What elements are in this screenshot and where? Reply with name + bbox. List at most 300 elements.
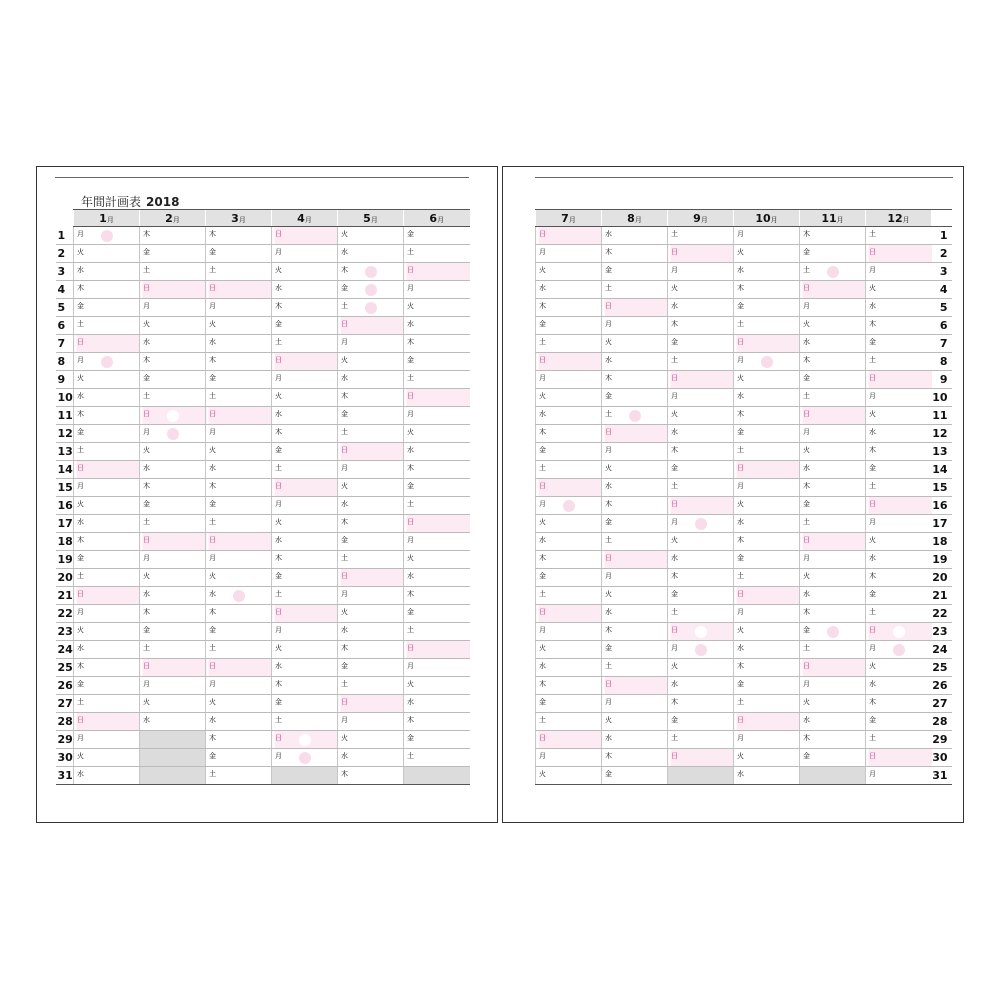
day-row [536, 731, 952, 749]
nonexistent-day-cell [272, 767, 338, 785]
day-cell [140, 353, 206, 371]
title-year: 2018 [146, 195, 180, 209]
weekday-label: 火 [341, 356, 348, 364]
day-cell [272, 695, 338, 713]
day-number: 17 [56, 515, 74, 533]
weekday-label: 木 [275, 680, 282, 688]
weekday-label: 火 [803, 698, 810, 706]
day-cell [272, 407, 338, 425]
day-number: 7 [56, 335, 74, 353]
weekday-label: 木 [341, 770, 348, 778]
day-cell [338, 515, 404, 533]
weekday-label: 月 [209, 428, 216, 436]
weekday-label: 月 [341, 716, 348, 724]
weekday-label: 火 [275, 518, 282, 526]
day-cell [800, 695, 866, 713]
day-cell [338, 533, 404, 551]
day-cell [668, 227, 734, 245]
day-number: 17 [932, 515, 952, 533]
weekday-label: 火 [539, 392, 546, 400]
weekday-label: 木 [77, 662, 84, 670]
day-cell [734, 641, 800, 659]
day-cell [602, 245, 668, 263]
day-cell [800, 443, 866, 461]
day-cell [74, 227, 140, 245]
day-cell [74, 641, 140, 659]
month-number: 9 [693, 211, 701, 225]
day-cell [536, 443, 602, 461]
weekday-label: 火 [671, 284, 678, 292]
nonexistent-day-cell [140, 731, 206, 749]
weekday-label: 土 [869, 482, 876, 490]
day-cell [734, 731, 800, 749]
weekday-label: 月 [407, 284, 414, 292]
day-cell [866, 407, 932, 425]
weekday-label: 日 [539, 230, 546, 238]
day-number: 6 [932, 317, 952, 335]
day-cell [272, 263, 338, 281]
weekday-label: 土 [275, 338, 282, 346]
weekday-label: 金 [341, 410, 348, 418]
month-unit: 月 [836, 215, 844, 224]
weekday-label: 土 [803, 644, 810, 652]
weekday-label: 土 [341, 302, 348, 310]
weekday-label: 火 [77, 752, 84, 760]
weekday-label: 水 [803, 338, 810, 346]
holiday-marker-icon [827, 266, 839, 278]
day-row [56, 371, 470, 389]
day-cell [206, 659, 272, 677]
day-row [536, 425, 952, 443]
weekday-label: 金 [803, 248, 810, 256]
day-cell [404, 317, 470, 335]
weekday-label: 土 [737, 698, 744, 706]
day-cell [206, 587, 272, 605]
weekday-label: 土 [341, 428, 348, 436]
weekday-label: 金 [209, 500, 216, 508]
day-cell [536, 659, 602, 677]
weekday-label: 土 [77, 320, 84, 328]
weekday-label: 土 [143, 392, 150, 400]
top-rule [55, 177, 469, 178]
weekday-label: 火 [737, 500, 744, 508]
day-cell [536, 749, 602, 767]
day-cell [866, 659, 932, 677]
day-row [56, 551, 470, 569]
day-cell [140, 605, 206, 623]
day-cell [338, 641, 404, 659]
weekday-label: 月 [869, 644, 876, 652]
weekday-label: 火 [869, 662, 876, 670]
weekday-label: 土 [605, 410, 612, 418]
day-cell [800, 659, 866, 677]
day-cell [734, 479, 800, 497]
day-number: 2 [932, 245, 952, 263]
day-cell [206, 623, 272, 641]
day-cell [800, 425, 866, 443]
right-page [502, 166, 964, 823]
weekday-label: 木 [737, 284, 744, 292]
day-cell [734, 533, 800, 551]
day-cell [800, 335, 866, 353]
day-cell [734, 677, 800, 695]
day-cell [602, 659, 668, 677]
day-cell [404, 407, 470, 425]
weekday-label: 日 [77, 338, 84, 346]
day-number: 20 [932, 569, 952, 587]
weekday-label: 金 [671, 590, 678, 598]
weekday-label: 水 [275, 536, 282, 544]
day-cell [338, 731, 404, 749]
day-row [56, 281, 470, 299]
day-cell [404, 623, 470, 641]
weekday-label: 日 [671, 248, 678, 256]
day-cell [74, 731, 140, 749]
day-cell [140, 587, 206, 605]
day-row [536, 605, 952, 623]
weekday-label: 月 [209, 302, 216, 310]
day-cell [734, 515, 800, 533]
day-cell [74, 713, 140, 731]
day-cell [536, 587, 602, 605]
day-cell [140, 533, 206, 551]
day-cell [206, 299, 272, 317]
weekday-label: 月 [803, 428, 810, 436]
nonexistent-day-cell [140, 767, 206, 785]
month-number: 1 [99, 211, 107, 225]
day-cell [404, 713, 470, 731]
weekday-label: 金 [605, 644, 612, 652]
day-row [56, 749, 470, 767]
weekday-label: 月 [869, 770, 876, 778]
day-cell [206, 389, 272, 407]
day-cell [140, 551, 206, 569]
day-cell [206, 245, 272, 263]
day-cell [74, 299, 140, 317]
day-number: 4 [932, 281, 952, 299]
day-cell [272, 497, 338, 515]
day-cell [800, 749, 866, 767]
day-cell [140, 371, 206, 389]
day-cell [272, 677, 338, 695]
weekday-label: 月 [341, 464, 348, 472]
day-cell [206, 569, 272, 587]
weekday-label: 水 [539, 410, 546, 418]
day-cell [74, 587, 140, 605]
weekday-label: 木 [671, 446, 678, 454]
day-cell [602, 515, 668, 533]
day-number: 13 [56, 443, 74, 461]
day-cell [602, 227, 668, 245]
weekday-label: 月 [407, 662, 414, 670]
day-cell [272, 443, 338, 461]
day-cell [404, 659, 470, 677]
month-number: 12 [887, 211, 903, 225]
day-cell [206, 767, 272, 785]
day-number: 8 [932, 353, 952, 371]
day-cell [734, 587, 800, 605]
weekday-label: 金 [737, 554, 744, 562]
weekday-label: 土 [407, 500, 414, 508]
weekday-label: 金 [275, 572, 282, 580]
day-cell [866, 551, 932, 569]
day-cell [734, 389, 800, 407]
holiday-marker-icon [101, 356, 113, 368]
day-cell [140, 443, 206, 461]
holiday-marker-icon [761, 356, 773, 368]
weekday-label: 火 [803, 320, 810, 328]
month-number: 5 [363, 211, 371, 225]
day-cell [602, 461, 668, 479]
day-cell [668, 281, 734, 299]
weekday-label: 木 [143, 482, 150, 490]
weekday-label: 木 [803, 356, 810, 364]
day-cell [866, 569, 932, 587]
weekday-label: 日 [605, 680, 612, 688]
month-number: 3 [231, 211, 239, 225]
weekday-label: 木 [737, 662, 744, 670]
day-cell [338, 677, 404, 695]
day-cell [338, 479, 404, 497]
day-cell [140, 569, 206, 587]
weekday-label: 水 [803, 716, 810, 724]
weekday-label: 金 [539, 320, 546, 328]
weekday-label: 金 [407, 734, 414, 742]
day-cell [206, 317, 272, 335]
weekday-label: 木 [209, 356, 216, 364]
day-cell [206, 497, 272, 515]
day-cell [140, 695, 206, 713]
weekday-label: 火 [143, 698, 150, 706]
day-cell [74, 407, 140, 425]
weekday-label: 月 [275, 248, 282, 256]
day-cell [404, 353, 470, 371]
weekday-label: 水 [209, 338, 216, 346]
day-row [56, 515, 470, 533]
day-row [56, 533, 470, 551]
day-row [536, 407, 952, 425]
day-cell [404, 533, 470, 551]
weekday-label: 水 [143, 716, 150, 724]
day-cell [74, 335, 140, 353]
weekday-label: 日 [209, 536, 216, 544]
weekday-label: 月 [341, 590, 348, 598]
weekday-label: 金 [209, 626, 216, 634]
weekday-label: 木 [341, 518, 348, 526]
day-row [56, 299, 470, 317]
day-number: 4 [56, 281, 74, 299]
weekday-label: 土 [671, 608, 678, 616]
day-number: 27 [56, 695, 74, 713]
weekday-label: 水 [605, 734, 612, 742]
day-cell [74, 281, 140, 299]
day-cell [140, 389, 206, 407]
day-number: 30 [56, 749, 74, 767]
day-number: 8 [56, 353, 74, 371]
holiday-marker-icon [893, 626, 905, 638]
weekday-label: 金 [737, 302, 744, 310]
day-cell [800, 407, 866, 425]
day-number: 28 [56, 713, 74, 731]
weekday-label: 月 [605, 446, 612, 454]
weekday-label: 木 [671, 320, 678, 328]
weekday-label: 土 [209, 266, 216, 274]
day-row [56, 335, 470, 353]
day-cell [272, 281, 338, 299]
day-cell [140, 281, 206, 299]
weekday-label: 土 [671, 356, 678, 364]
weekday-label: 水 [341, 500, 348, 508]
weekday-label: 木 [143, 608, 150, 616]
day-cell [404, 263, 470, 281]
day-cell [206, 335, 272, 353]
day-number: 18 [932, 533, 952, 551]
weekday-label: 金 [869, 338, 876, 346]
weekday-label: 火 [539, 266, 546, 274]
weekday-label: 火 [803, 572, 810, 580]
day-row [536, 659, 952, 677]
day-cell [800, 641, 866, 659]
day-cell [866, 263, 932, 281]
day-cell [404, 389, 470, 407]
weekday-label: 金 [341, 284, 348, 292]
day-row [56, 353, 470, 371]
day-row [536, 533, 952, 551]
day-row [56, 407, 470, 425]
weekday-label: 月 [605, 572, 612, 580]
day-cell [206, 695, 272, 713]
weekday-label: 火 [737, 626, 744, 634]
month-header-1 [74, 210, 140, 227]
weekday-label: 日 [539, 734, 546, 742]
day-cell [74, 245, 140, 263]
day-cell [668, 749, 734, 767]
weekday-label: 金 [869, 716, 876, 724]
day-cell [140, 263, 206, 281]
weekday-label: 水 [275, 284, 282, 292]
day-number: 6 [56, 317, 74, 335]
day-cell [602, 533, 668, 551]
weekday-label: 水 [803, 464, 810, 472]
month-unit: 月 [238, 215, 246, 224]
day-number: 28 [932, 713, 952, 731]
weekday-label: 水 [341, 374, 348, 382]
weekday-label: 日 [605, 428, 612, 436]
weekday-label: 月 [275, 626, 282, 634]
day-cell [206, 677, 272, 695]
day-row [56, 641, 470, 659]
day-cell [272, 731, 338, 749]
weekday-label: 日 [605, 302, 612, 310]
day-cell [668, 605, 734, 623]
weekday-label: 月 [869, 392, 876, 400]
day-number: 12 [56, 425, 74, 443]
day-number: 2 [56, 245, 74, 263]
weekday-label: 火 [737, 374, 744, 382]
day-number: 10 [56, 389, 74, 407]
day-cell [338, 623, 404, 641]
month-number: 6 [429, 211, 438, 225]
day-cell [602, 317, 668, 335]
day-cell [74, 569, 140, 587]
weekday-label: 木 [209, 734, 216, 742]
weekday-label: 日 [737, 590, 744, 598]
weekday-label: 日 [341, 320, 348, 328]
weekday-label: 日 [407, 266, 414, 274]
day-cell [338, 407, 404, 425]
day-row [536, 317, 952, 335]
weekday-label: 火 [341, 230, 348, 238]
weekday-label: 火 [209, 446, 216, 454]
weekday-label: 木 [539, 302, 546, 310]
day-cell [536, 731, 602, 749]
day-cell [866, 245, 932, 263]
weekday-label: 日 [275, 356, 282, 364]
day-cell [668, 335, 734, 353]
day-cell [734, 299, 800, 317]
day-number: 25 [56, 659, 74, 677]
day-cell [404, 281, 470, 299]
day-cell [74, 767, 140, 785]
holiday-marker-icon [695, 518, 707, 530]
weekday-label: 金 [275, 320, 282, 328]
day-cell [536, 299, 602, 317]
weekday-label: 火 [77, 500, 84, 508]
day-number: 30 [932, 749, 952, 767]
weekday-label: 土 [605, 284, 612, 292]
weekday-label: 水 [209, 590, 216, 598]
day-cell [272, 317, 338, 335]
day-cell [74, 425, 140, 443]
day-cell [140, 425, 206, 443]
weekday-label: 水 [671, 554, 678, 562]
day-number: 11 [932, 407, 952, 425]
weekday-label: 水 [209, 464, 216, 472]
weekday-label: 火 [671, 662, 678, 670]
weekday-label: 日 [341, 698, 348, 706]
day-cell [668, 641, 734, 659]
weekday-label: 水 [605, 608, 612, 616]
day-row [536, 569, 952, 587]
day-cell [338, 371, 404, 389]
day-cell [734, 695, 800, 713]
day-cell [74, 605, 140, 623]
weekday-label: 月 [143, 302, 150, 310]
day-row [56, 659, 470, 677]
day-cell [536, 281, 602, 299]
day-number: 14 [56, 461, 74, 479]
day-cell [602, 641, 668, 659]
day-cell [800, 713, 866, 731]
weekday-label: 日 [143, 536, 150, 544]
weekday-label: 日 [209, 662, 216, 670]
weekday-label: 金 [77, 680, 84, 688]
day-cell [602, 407, 668, 425]
weekday-label: 水 [143, 338, 150, 346]
day-cell [800, 263, 866, 281]
weekday-label: 火 [77, 374, 84, 382]
weekday-label: 水 [539, 536, 546, 544]
day-cell [206, 533, 272, 551]
day-cell [866, 515, 932, 533]
day-row [56, 497, 470, 515]
weekday-label: 土 [737, 572, 744, 580]
weekday-label: 月 [539, 626, 546, 634]
day-cell [800, 389, 866, 407]
day-number: 16 [932, 497, 952, 515]
day-cell [140, 227, 206, 245]
day-cell [734, 443, 800, 461]
